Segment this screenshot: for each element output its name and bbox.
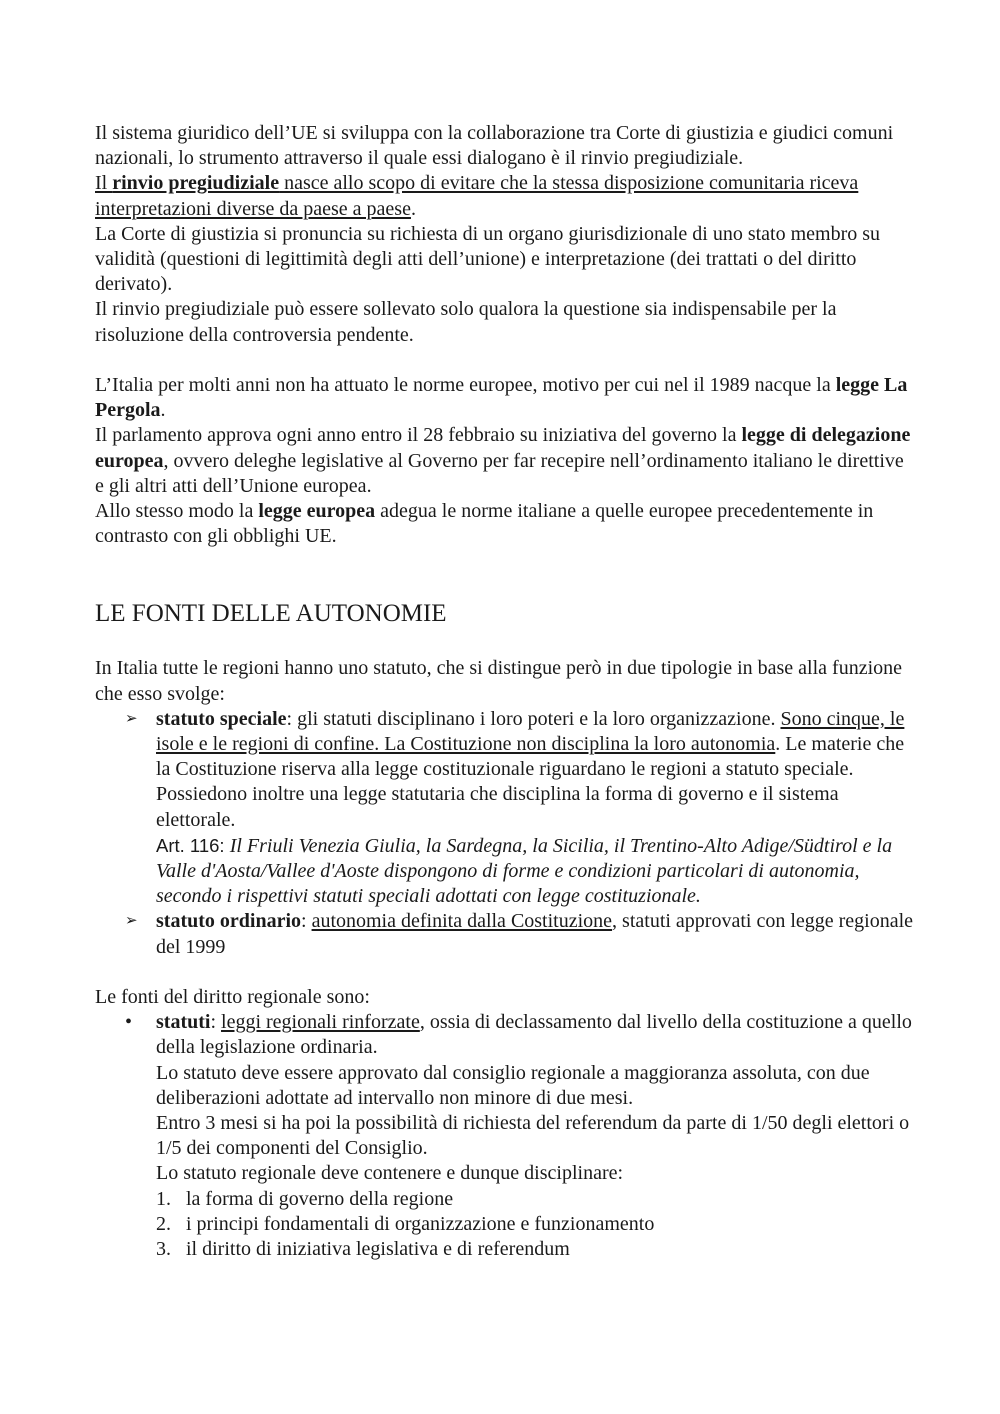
list-item-statuti: • statuti: leggi regionali rinforzate, ossia di declassamento dal livello della costituzione a quello della legislazione ordinaria. Lo statuto deve essere approvato dal consiglio regionale a maggioranza assoluta, con due deliberazioni adottate ad intervallo non minore di due mesi. Entro 3 mesi si ha poi la possibilità di richiesta del referendum da parte di 1/50 degli elettori o 1/5 dei componenti del Consiglio. Lo statuto regionale deve contenere e dunque disciplinare: 1. la forma di governo della regione 2. i principi fondamentali di organizzazione e funzionamento 3. il diritto di iniziativa legislativa e di referendum	[95, 1010, 915, 1262]
numbered-item: 3. il diritto di iniziativa legislativa e di referendum	[156, 1238, 570, 1261]
bullet-dot-icon: •	[125, 1011, 133, 1034]
statuti-referendum-text: Entro 3 mesi si ha poi la possibilità di richiesta del referendum da parte di 1/50 degli elettori o 1/5 dei componenti del Consiglio.	[156, 1112, 910, 1160]
bold-term: legge di delegazione europea	[95, 424, 911, 472]
bold-term: legge europea	[258, 500, 376, 523]
statuti-content-intro: Lo statuto regionale deve contenere e dunque disciplinare:	[156, 1162, 624, 1185]
document-page	[95, 121, 915, 1262]
list-item-statuto-ordinario: ➢ statuto ordinario: autonomia definita dalla Costituzione, statuti approvati con legge regionale del 1999	[125, 910, 914, 958]
paragraph-legge-europea: Allo stesso modo la legge europea adegua le norme italiane a quelle europee precedentemente in contrasto con gli obblighi UE.	[95, 500, 874, 548]
article-label: Art. 116	[156, 834, 220, 856]
text: Il	[95, 172, 113, 195]
statuto-types-list	[95, 707, 915, 960]
paragraph-rinvio-condition: Il rinvio pregiudiziale può essere sollevato solo qualora la questione sia indispensabile per la risoluzione della controversia pendente.	[95, 298, 837, 346]
paragraph-rinvio-purpose	[95, 171, 915, 221]
paragraph-corte: La Corte di giustizia si pronuncia su richiesta di un organo giurisdizionale di uno stato membro su validità (questioni di legittimità degli atti dell’unione) e interpretazione (dei trattati o del diritto derivato).	[95, 222, 881, 296]
bold-term: legge La Pergola	[95, 374, 908, 422]
paragraph-legge-delegazione: Il parlamento approva ogni anno entro il 28 febbraio su iniziativa del governo la legge di delegazione europea, ovvero deleghe legislative al Governo per far recepire nell’ordinamento italiano le direttive e gli altri atti dell’Unione europea.	[95, 424, 911, 497]
underlined-text: nasce allo scopo di evitare che la stessa disposizione comunitaria riceva interpretazioni diverse da paese a paese	[95, 172, 859, 220]
underlined-text: autonomia definita dalla Costituzione	[311, 910, 613, 933]
paragraph-ue-system: Il sistema giuridico dell’UE si sviluppa con la collaborazione tra Corte di giustizia e giudici comuni nazionali, lo strumento attraverso il quale essi dialogano è il rinvio pregiudiziale.	[95, 122, 894, 170]
fonti-list	[95, 1010, 915, 1262]
bold-term: statuto speciale	[156, 707, 287, 730]
paragraph-fonti-intro: Le fonti del diritto regionale sono:	[95, 986, 370, 1009]
arrow-bullet-icon: ➢	[125, 913, 138, 930]
list-item-statuto-speciale: ➢ statuto speciale: gli statuti disciplinano i loro poteri e la loro organizzazione. Sono cinque, le isole e le regioni di confine. La Costituzione non disciplina la loro autonomia. Le materie che la Costituzione riserva alla legge costituzionale riguardano le regioni a statuto speciale. Possiedono inoltre una legge statutaria che disciplina la forma di governo e il sistema elettorale. Art. 116: Il Friuli Venezia Giulia, la Sardegna, la Sicilia, il Trentino-Alto Adige/Südtirol e la Valle d'Aosta/Vallee d'Aoste dispongono di forme e condizioni particolari di autonomia, secondo i rispettivi statuti speciali adottati con legge costituzionale.	[125, 707, 905, 908]
statuti-approval-text: Lo statuto deve essere approvato dal consiglio regionale a maggioranza assoluta, con due deliberazioni adottate ad intervallo non minore di due mesi.	[156, 1061, 870, 1109]
paragraph-statuto-intro: In Italia tutte le regioni hanno uno statuto, che si distingue però in due tipologie in base alla funzione che esso svolge:	[95, 657, 903, 705]
bold-term: statuti	[156, 1011, 211, 1034]
text: .	[410, 197, 416, 220]
statuto-content-list	[156, 1187, 915, 1263]
arrow-bullet-icon: ➢	[125, 710, 138, 727]
underlined-text: Sono cinque, le isole e le regioni di confine. La Costituzione non disciplina la loro autonomia	[156, 707, 905, 756]
bold-term: rinvio pregiudiziale	[112, 172, 280, 195]
numbered-item: 1. la forma di governo della regione	[156, 1187, 454, 1210]
section-heading: LE FONTI DELLE AUTONOMIE	[95, 600, 447, 628]
article-quote: Il Friuli Venezia Giulia, la Sardegna, la Sicilia, il Trentino-Alto Adige/Südtirol e la Valle d'Aosta/Vallee d'Aoste dispongono di forme e condizioni particolari di autonomia, secondo i rispettivi statuti speciali adottati con legge costituzionale.	[156, 834, 893, 908]
bold-term: statuto ordinario	[156, 910, 301, 933]
underlined-text: leggi regionali rinforzate	[221, 1011, 420, 1034]
paragraph-la-pergola: L’Italia per molti anni non ha attuato le norme europee, motivo per cui nel il 1989 nacque la legge La Pergola.	[95, 374, 908, 422]
numbered-item: 2. i principi fondamentali di organizzazione e funzionamento	[156, 1212, 655, 1235]
